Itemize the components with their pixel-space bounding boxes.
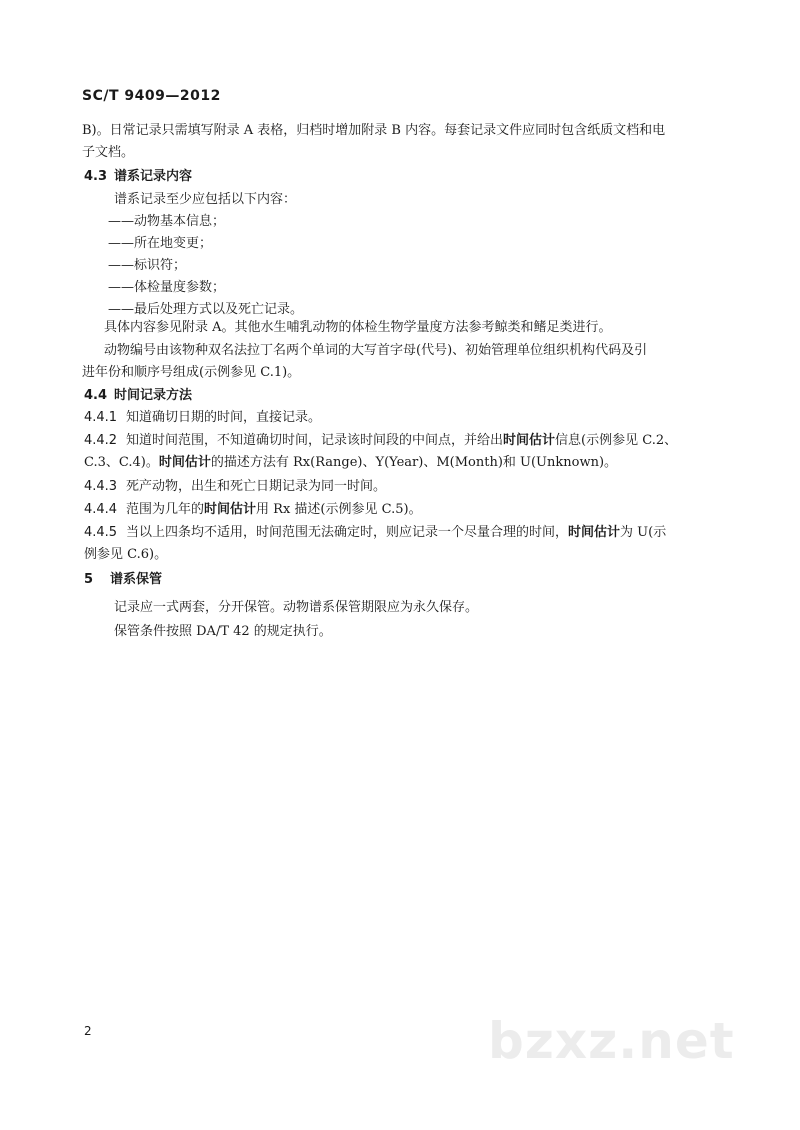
clause-4-4-5-line-2: 例参见 C.6)。 [84, 547, 168, 562]
clause-text: 的描述方法有 Rx(Range)、Y(Year)、M(Month)和 U(Unknown)。 [210, 455, 618, 470]
clause-4-4-5-line-1 [84, 522, 666, 544]
clause-text: 知道确切日期的时间，直接记录。 [126, 410, 322, 425]
clause-text: 用 Rx 描述(示例参见 C.5)。 [256, 502, 422, 517]
clause-text: 知道时间范围，不知道确切时间，记录该时间段的中间点，并给出 [126, 433, 504, 448]
clause-number: 4.4.5 [84, 525, 118, 540]
section-number: 5 [84, 572, 94, 587]
list-item: ——动物基本信息； [108, 214, 226, 229]
section-5-heading [84, 570, 162, 590]
section-number: 4.3 [84, 169, 108, 184]
section-4-4-heading [84, 386, 192, 406]
clause-text: 为 U(示 [620, 525, 667, 540]
intro-line-1: B)。日常记录只需填写附录 A 表格，归档时增加附录 B 内容。每套记录文件应同时包含纸质文档和电 [82, 123, 666, 138]
section-title: 谱系保管 [110, 572, 163, 587]
clause-text: 范围为几年的 [126, 502, 205, 517]
clause-4-4-2-line-2 [84, 452, 617, 474]
clause-4-4-3 [84, 476, 386, 498]
clause-text: 死产动物，出生和死亡日期记录为同一时间。 [126, 479, 387, 494]
clause-4-4-2-line-1 [84, 430, 677, 452]
animal-id-line-1: 动物编号由该物种双名法拉丁名两个单词的大写首字母(代号)、初始管理单位组织机构代码及引 [104, 343, 648, 358]
clause-4-4-1 [84, 407, 321, 429]
animal-id-line-2: 进年份和顺序号组成(示例参见 C.1)。 [82, 365, 301, 380]
clause-number: 4.4.4 [84, 502, 118, 517]
list-item: ——体检量度参数； [108, 280, 226, 295]
section-5-paragraph-2: 保管条件按照 DA/T 42 的规定执行。 [114, 624, 332, 639]
watermark: bzxz.net [488, 1012, 735, 1070]
section-4-3-detail: 具体内容参见附录 A。其他水生哺乳动物的体检生物学量度方法参考鲸类和鳍足类进行。 [104, 320, 612, 335]
term-time-estimate: 时间估计 [158, 455, 211, 470]
clause-text: C.3、C.4)。 [84, 455, 159, 470]
term-time-estimate: 时间估计 [204, 502, 257, 517]
intro-line-2: 子文档。 [82, 145, 135, 160]
section-4-3-lead: 谱系记录至少应包括以下内容： [114, 192, 297, 207]
term-time-estimate: 时间估计 [503, 433, 556, 448]
clause-text: 信息(示例参见 C.2、 [555, 433, 678, 448]
section-5-paragraph-1: 记录应一式两套，分开保管。动物谱系保管期限应为永久保存。 [114, 600, 479, 615]
clause-number: 4.4.2 [84, 433, 118, 448]
standard-code-header: SC/T 9409—2012 [82, 88, 221, 104]
clause-number: 4.4.1 [84, 410, 118, 425]
term-time-estimate: 时间估计 [568, 525, 621, 540]
section-title: 谱系记录内容 [114, 169, 193, 184]
list-item: ——标识符； [108, 258, 187, 273]
clause-text: 当以上四条均不适用，时间范围无法确定时，则应记录一个尽量合理的时间， [126, 525, 569, 540]
list-item: ——最后处理方式以及死亡记录。 [108, 302, 304, 317]
clause-number: 4.4.3 [84, 479, 118, 494]
section-4-3-heading [84, 167, 192, 187]
section-title: 时间记录方法 [114, 388, 193, 403]
clause-4-4-4 [84, 499, 422, 521]
list-item: ——所在地变更； [108, 236, 213, 251]
page-number: 2 [84, 1024, 92, 1038]
section-number: 4.4 [84, 388, 108, 403]
